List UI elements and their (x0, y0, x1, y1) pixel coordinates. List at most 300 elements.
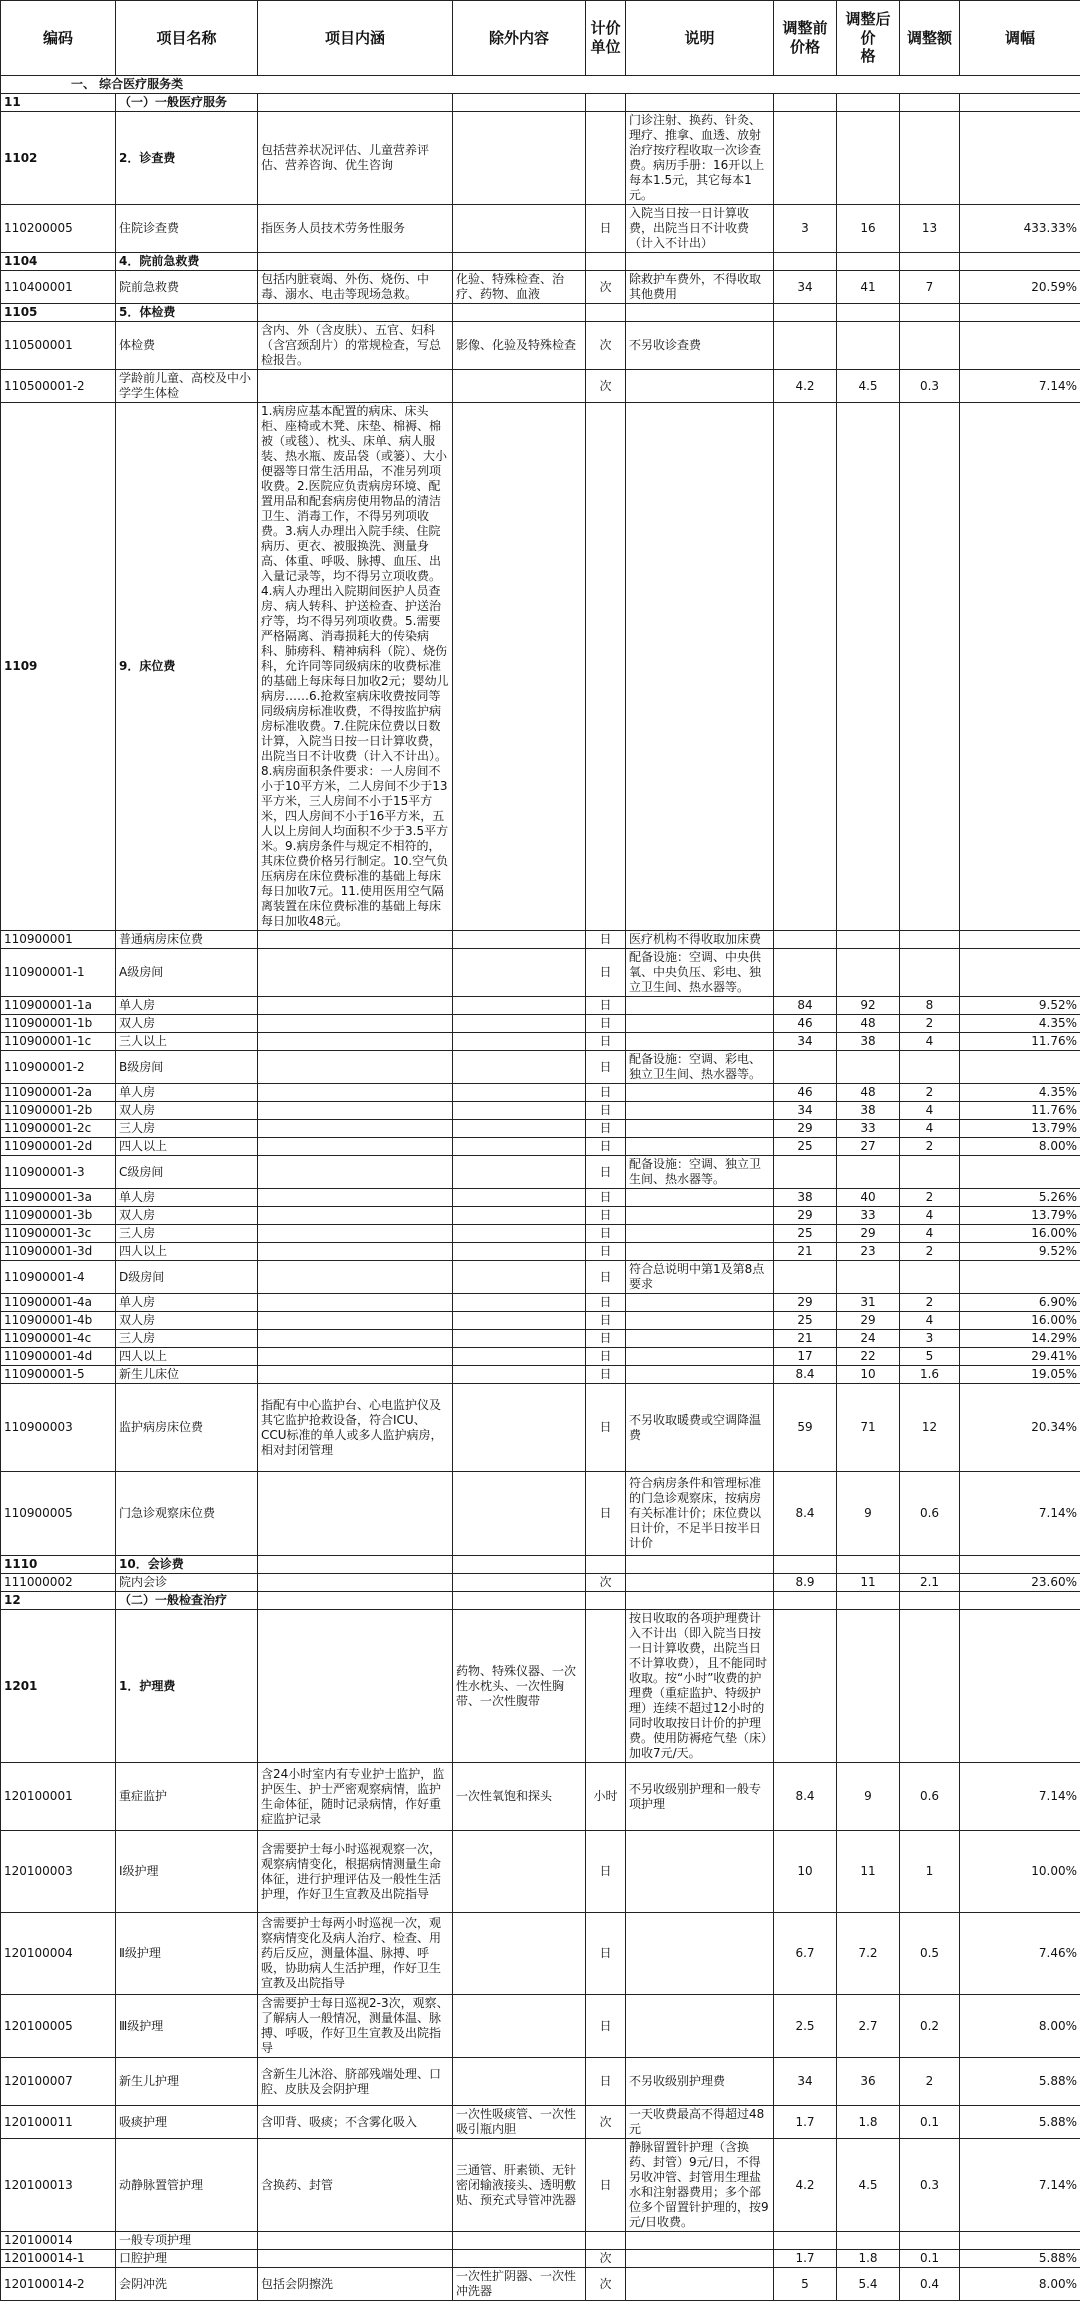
cell-diff: 12 (900, 1384, 960, 1472)
cell-after (837, 1556, 900, 1574)
cell-note (626, 1189, 774, 1207)
cell-note: 配备设施：空调、独立卫生间、热水器等。 (626, 1156, 774, 1189)
cell-excluded: 一次性扩阴器、一次性冲洗器 (453, 2268, 586, 2301)
cell-after: 48 (837, 1015, 900, 1033)
cell-after (837, 253, 900, 271)
cell-unit: 日 (586, 205, 626, 253)
cell-excluded (453, 1556, 586, 1574)
cell-excluded (453, 2232, 586, 2250)
cell-pct: 14.29% (960, 1330, 1080, 1348)
cell-content (258, 1472, 453, 1556)
cell-note (626, 1592, 774, 1610)
cell-excluded (453, 1472, 586, 1556)
cell-diff: 7 (900, 271, 960, 304)
cell-excluded (453, 1084, 586, 1102)
table-row (1, 370, 1080, 403)
cell-before: 59 (774, 1384, 837, 1472)
cell-pct: 7.14% (960, 1763, 1080, 1831)
cell-note (626, 1225, 774, 1243)
table-row (1, 1366, 1080, 1384)
cell-after (837, 322, 900, 370)
cell-note: 医疗机构不得收取加床费 (626, 931, 774, 949)
table-row (1, 1913, 1080, 1995)
cell-excluded: 一次性氧饱和探头 (453, 1763, 586, 1831)
cell-code: 1102 (1, 112, 116, 205)
cell-code: 110900001-4d (1, 1348, 116, 1366)
cell-code: 110900005 (1, 1472, 116, 1556)
cell-excluded: 影像、化验及特殊检查 (453, 322, 586, 370)
cell-after: 7.2 (837, 1913, 900, 1995)
cell-unit: 日 (586, 1330, 626, 1348)
cell-after: 16 (837, 205, 900, 253)
cell-excluded (453, 94, 586, 112)
cell-unit (586, 2232, 626, 2250)
cell-pct: 13.79% (960, 1120, 1080, 1138)
cell-code: 120100007 (1, 2058, 116, 2106)
section-title: 一、 综合医疗服务类 (1, 76, 1080, 94)
cell-diff (900, 403, 960, 931)
cell-excluded (453, 2250, 586, 2268)
cell-before (774, 1156, 837, 1189)
cell-excluded (453, 949, 586, 997)
cell-after (837, 304, 900, 322)
cell-content (258, 1051, 453, 1084)
cell-name: （一）一般医疗服务 (116, 94, 258, 112)
cell-after: 48 (837, 1084, 900, 1102)
table-row (1, 1592, 1080, 1610)
cell-pct (960, 2232, 1080, 2250)
cell-unit: 日 (586, 1120, 626, 1138)
cell-content: 含24小时室内有专业护士监护，监护医生、护士严密观察病情，监护生命体征，随时记录病情，作好重症监护记录 (258, 1763, 453, 1831)
cell-before (774, 94, 837, 112)
cell-content (258, 1120, 453, 1138)
cell-after: 24 (837, 1330, 900, 1348)
cell-name: （二）一般检查治疗 (116, 1592, 258, 1610)
cell-before: 25 (774, 1312, 837, 1330)
cell-before: 8.4 (774, 1763, 837, 1831)
cell-code: 110900001-2a (1, 1084, 116, 1102)
table-row (1, 271, 1080, 304)
cell-pct (960, 1592, 1080, 1610)
table-row (1, 1189, 1080, 1207)
cell-excluded (453, 1312, 586, 1330)
table-row (1, 1207, 1080, 1225)
table-row (1, 1120, 1080, 1138)
cell-before: 4.2 (774, 2139, 837, 2232)
cell-pct (960, 112, 1080, 205)
table-row (1, 1556, 1080, 1574)
cell-excluded (453, 1294, 586, 1312)
cell-pct: 29.41% (960, 1348, 1080, 1366)
cell-content (258, 1574, 453, 1592)
cell-unit: 日 (586, 1015, 626, 1033)
cell-excluded (453, 1384, 586, 1472)
table-row (1, 2139, 1080, 2232)
cell-unit (586, 112, 626, 205)
cell-pct: 16.00% (960, 1312, 1080, 1330)
cell-before: 8.9 (774, 1574, 837, 1592)
cell-after: 4.5 (837, 370, 900, 403)
cell-note (626, 1556, 774, 1574)
cell-content: 含需要护士每日巡视2-3次，观察、了解病人一般情况，测量体温、脉搏、呼吸，作好卫生宣教及出院指导 (258, 1995, 453, 2058)
cell-pct (960, 403, 1080, 931)
table-row (1, 2106, 1080, 2139)
cell-name: 四人以上 (116, 1348, 258, 1366)
cell-after: 1.8 (837, 2250, 900, 2268)
cell-diff: 0.2 (900, 1995, 960, 2058)
cell-code: 120100014-1 (1, 2250, 116, 2268)
cell-before: 6.7 (774, 1913, 837, 1995)
cell-excluded (453, 403, 586, 931)
cell-unit: 日 (586, 1033, 626, 1051)
cell-before: 10 (774, 1831, 837, 1913)
cell-name: 2．诊查费 (116, 112, 258, 205)
cell-content (258, 931, 453, 949)
cell-note (626, 1138, 774, 1156)
cell-after (837, 1610, 900, 1763)
table-row (1, 1243, 1080, 1261)
cell-excluded (453, 997, 586, 1015)
cell-diff (900, 304, 960, 322)
cell-name: 单人房 (116, 1189, 258, 1207)
cell-note (626, 997, 774, 1015)
cell-before (774, 949, 837, 997)
section-row (1, 76, 1080, 94)
cell-diff: 2 (900, 1189, 960, 1207)
cell-diff: 13 (900, 205, 960, 253)
cell-after: 29 (837, 1225, 900, 1243)
cell-code: 110900001-5 (1, 1366, 116, 1384)
table-row (1, 2058, 1080, 2106)
cell-after: 2.7 (837, 1995, 900, 2058)
cell-name: 四人以上 (116, 1138, 258, 1156)
cell-after: 11 (837, 1574, 900, 1592)
cell-code: 120100005 (1, 1995, 116, 2058)
cell-unit: 小时 (586, 1763, 626, 1831)
col-header-before: 调整前 价格 (774, 1, 837, 76)
cell-unit: 日 (586, 1156, 626, 1189)
cell-note (626, 403, 774, 931)
table-row (1, 1225, 1080, 1243)
table-row (1, 1330, 1080, 1348)
cell-after (837, 1261, 900, 1294)
cell-name: 重症监护 (116, 1763, 258, 1831)
cell-content (258, 94, 453, 112)
cell-content (258, 1033, 453, 1051)
cell-pct: 11.76% (960, 1102, 1080, 1120)
table-row (1, 1261, 1080, 1294)
cell-name: 学龄前儿童、高校及中小学学生体检 (116, 370, 258, 403)
cell-diff: 1 (900, 1831, 960, 1913)
cell-name: 监护病房床位费 (116, 1384, 258, 1472)
cell-before: 46 (774, 1015, 837, 1033)
cell-before (774, 112, 837, 205)
cell-diff: 0.4 (900, 2268, 960, 2301)
cell-content (258, 1366, 453, 1384)
cell-code: 110900001-2b (1, 1102, 116, 1120)
cell-before (774, 403, 837, 931)
cell-pct: 23.60% (960, 1574, 1080, 1592)
table-row (1, 1033, 1080, 1051)
cell-content: 含新生儿沐浴、脐部残端处理、口腔、皮肤及会阴护理 (258, 2058, 453, 2106)
cell-unit: 次 (586, 2250, 626, 2268)
cell-excluded (453, 1051, 586, 1084)
cell-pct (960, 931, 1080, 949)
cell-content: 含叩背、吸痰；不含雾化吸入 (258, 2106, 453, 2139)
cell-unit: 日 (586, 1472, 626, 1556)
cell-diff: 0.3 (900, 370, 960, 403)
cell-diff: 0.5 (900, 1913, 960, 1995)
cell-unit: 日 (586, 931, 626, 949)
cell-content: 包括内脏衰竭、外伤、烧伤、中毒、溺水、电击等现场急救。 (258, 271, 453, 304)
table-row (1, 1102, 1080, 1120)
cell-diff (900, 1051, 960, 1084)
cell-note: 按日收取的各项护理费计入不计出（即入院当日按一日计算收费，出院当日不计算收费），且不能同时收取。按“小时”收费的护理费（重症监护、特级护理）连续不超过12小时的同时收取按日计价的护理费。使用防褥疮气垫（床）加收7元/天。 (626, 1610, 774, 1763)
col-header-code: 编码 (1, 1, 116, 76)
cell-excluded (453, 1243, 586, 1261)
cell-name: 三人房 (116, 1330, 258, 1348)
cell-after: 31 (837, 1294, 900, 1312)
cell-after: 29 (837, 1312, 900, 1330)
cell-note (626, 1348, 774, 1366)
cell-note (626, 370, 774, 403)
cell-excluded (453, 1831, 586, 1913)
cell-code: 120100013 (1, 2139, 116, 2232)
cell-diff: 2 (900, 1084, 960, 1102)
cell-after: 27 (837, 1138, 900, 1156)
cell-name: 单人房 (116, 1084, 258, 1102)
cell-diff: 5 (900, 1348, 960, 1366)
cell-diff: 2 (900, 1138, 960, 1156)
cell-name: D级房间 (116, 1261, 258, 1294)
cell-pct (960, 304, 1080, 322)
cell-diff: 0.3 (900, 2139, 960, 2232)
cell-code: 110900001-3 (1, 1156, 116, 1189)
cell-excluded (453, 1102, 586, 1120)
cell-code: 110900001 (1, 931, 116, 949)
cell-code: 110900001-4b (1, 1312, 116, 1330)
cell-after: 38 (837, 1102, 900, 1120)
cell-before: 46 (774, 1084, 837, 1102)
cell-pct: 19.05% (960, 1366, 1080, 1384)
cell-unit: 次 (586, 2106, 626, 2139)
table-row (1, 2268, 1080, 2301)
cell-note: 静脉留置针护理（含换药、封管）9元/日，不得另收冲管、封管用生理盐水和注射器费用；多个部位多个留置针护理的，按9元/日收费。 (626, 2139, 774, 2232)
cell-unit: 日 (586, 1051, 626, 1084)
cell-pct: 7.14% (960, 1472, 1080, 1556)
cell-unit: 日 (586, 1225, 626, 1243)
cell-pct: 4.35% (960, 1015, 1080, 1033)
table-row (1, 1156, 1080, 1189)
cell-name: 口腔护理 (116, 2250, 258, 2268)
cell-content (258, 1015, 453, 1033)
cell-after (837, 403, 900, 931)
cell-name: 动静脉置管护理 (116, 2139, 258, 2232)
cell-note (626, 304, 774, 322)
cell-note (626, 2232, 774, 2250)
cell-unit (586, 1610, 626, 1763)
cell-unit: 日 (586, 949, 626, 997)
cell-content (258, 1294, 453, 1312)
cell-content (258, 370, 453, 403)
cell-pct: 5.88% (960, 2058, 1080, 2106)
cell-diff (900, 2232, 960, 2250)
cell-name: 新生儿护理 (116, 2058, 258, 2106)
cell-unit: 日 (586, 1831, 626, 1913)
cell-pct: 20.59% (960, 271, 1080, 304)
cell-note: 符合总说明中第1及第8点要求 (626, 1261, 774, 1294)
cell-before: 38 (774, 1189, 837, 1207)
cell-unit: 日 (586, 997, 626, 1015)
cell-unit (586, 1556, 626, 1574)
cell-after (837, 2232, 900, 2250)
cell-name: 4．院前急救费 (116, 253, 258, 271)
cell-content (258, 1189, 453, 1207)
cell-diff: 0.6 (900, 1472, 960, 1556)
cell-excluded (453, 1189, 586, 1207)
cell-note: 除救护车费外，不得收取其他费用 (626, 271, 774, 304)
cell-unit: 次 (586, 322, 626, 370)
cell-excluded (453, 1913, 586, 1995)
cell-code: 110200005 (1, 205, 116, 253)
cell-name: 双人房 (116, 1102, 258, 1120)
cell-pct: 5.26% (960, 1189, 1080, 1207)
cell-unit (586, 253, 626, 271)
cell-content (258, 1348, 453, 1366)
cell-after (837, 931, 900, 949)
cell-name: 双人房 (116, 1312, 258, 1330)
cell-excluded (453, 1366, 586, 1384)
cell-content (258, 304, 453, 322)
cell-pct (960, 322, 1080, 370)
cell-diff: 8 (900, 997, 960, 1015)
cell-name: 门急诊观察床位费 (116, 1472, 258, 1556)
cell-note: 配备设施：空调、中央供氧、中央负压、彩电、独立卫生间、热水器等。 (626, 949, 774, 997)
cell-note (626, 1366, 774, 1384)
cell-note (626, 1330, 774, 1348)
cell-before: 29 (774, 1207, 837, 1225)
cell-diff: 1.6 (900, 1366, 960, 1384)
cell-note (626, 1243, 774, 1261)
table-row (1, 1384, 1080, 1472)
cell-diff: 2 (900, 1294, 960, 1312)
cell-before: 8.4 (774, 1472, 837, 1556)
cell-code: 120100011 (1, 2106, 116, 2139)
cell-pct: 8.00% (960, 2268, 1080, 2301)
col-header-after: 调整后价 格 (837, 1, 900, 76)
cell-unit (586, 94, 626, 112)
cell-before: 17 (774, 1348, 837, 1366)
cell-diff (900, 1261, 960, 1294)
cell-after: 4.5 (837, 2139, 900, 2232)
cell-pct (960, 1261, 1080, 1294)
cell-before (774, 253, 837, 271)
cell-note (626, 1294, 774, 1312)
cell-after (837, 1156, 900, 1189)
cell-content: 含需要护士每小时巡视观察一次，观察病情变化，根据病情测量生命体征，进行护理评估及一般性生活护理，作好卫生宣教及出院指导 (258, 1831, 453, 1913)
cell-name: 1．护理费 (116, 1610, 258, 1763)
cell-code: 1109 (1, 403, 116, 931)
cell-note (626, 1995, 774, 2058)
cell-after: 9 (837, 1763, 900, 1831)
cell-excluded: 药物、特殊仪器、一次性水枕头、一次性胸带、一次性腹带 (453, 1610, 586, 1763)
cell-unit: 日 (586, 1261, 626, 1294)
table-row (1, 931, 1080, 949)
cell-content: 含内、外（含皮肤）、五官、妇科（含宫颈刮片）的常规检查，写总检报告。 (258, 322, 453, 370)
table-row (1, 1084, 1080, 1102)
cell-excluded (453, 1156, 586, 1189)
table-row (1, 1995, 1080, 2058)
cell-name: 住院诊查费 (116, 205, 258, 253)
cell-diff: 0.6 (900, 1763, 960, 1831)
cell-name: A级房间 (116, 949, 258, 997)
cell-unit: 日 (586, 1189, 626, 1207)
cell-code: 120100004 (1, 1913, 116, 1995)
cell-content (258, 253, 453, 271)
cell-excluded (453, 112, 586, 205)
cell-name: 吸痰护理 (116, 2106, 258, 2139)
cell-note (626, 1015, 774, 1033)
cell-note (626, 1102, 774, 1120)
table-row (1, 1312, 1080, 1330)
col-header-name: 项目名称 (116, 1, 258, 76)
cell-code: 120100014-2 (1, 2268, 116, 2301)
cell-content (258, 1207, 453, 1225)
cell-diff: 4 (900, 1033, 960, 1051)
cell-name: 院内会诊 (116, 1574, 258, 1592)
cell-code: 1110 (1, 1556, 116, 1574)
cell-code: 110900001-2 (1, 1051, 116, 1084)
col-header-pct: 调幅 (960, 1, 1080, 76)
cell-content: 1.病房应基本配置的病床、床头柜、座椅或木凳、床垫、棉褥、棉被（或毯）、枕头、床单、病人服装、热水瓶、废品袋（或篓）、大小便器等日常生活用品，不准另列项收费。2.医院应负责病房环境、配置用品和配套病房使用物品的清洁卫生、消毒工作，不得另列项收费。3.病人办理出入院手续、住院病历、更衣、被服换洗、测量身高、体重、呼吸、脉搏、血压、出入量记录等，均不得另立项收费。4.病人办理出入院期间医护人员查房、病人转科、护送检查、护送治疗等，均不得另列项收费。5.需要严格隔离、消毒损耗大的传染病科、肺痨科、精神病科（院）、烧伤科，允许同等同级病床的收费标准的基础上每床每日加收2元；婴幼儿病房……6.抢救室病床收费按同等同级病房标准收费，不得按监护病房标准收费。7.住院床位费以日数计算，入院当日按一日计算收费，出院当日不计收费（计入不计出）。8.病房面积条件要求：一人房间不小于10平方米，二人房间不少于13平方米，三人房间不小于15平方米，四人房间不小于16平方米，五人以上房间人均面积不少于3.5平方米。9.病房条件与规定不相符的，其床位费价格另行制定。10.空气负压病房在床位费标准的基础上每床每日加收7元。11.使用医用空气隔离装置在床位费标准的基础上每床每日加收48元。 (258, 403, 453, 931)
cell-name: Ⅰ级护理 (116, 1831, 258, 1913)
cell-name: 单人房 (116, 1294, 258, 1312)
cell-pct: 20.34% (960, 1384, 1080, 1472)
cell-pct: 7.14% (960, 370, 1080, 403)
cell-unit: 日 (586, 1384, 626, 1472)
cell-diff: 4 (900, 1120, 960, 1138)
table-row (1, 2232, 1080, 2250)
cell-code: 110900001-3d (1, 1243, 116, 1261)
cell-after: 92 (837, 997, 900, 1015)
cell-excluded (453, 1330, 586, 1348)
cell-before (774, 304, 837, 322)
cell-name: 会阴冲洗 (116, 2268, 258, 2301)
cell-pct: 11.76% (960, 1033, 1080, 1051)
cell-code: 110900001-4c (1, 1330, 116, 1348)
cell-diff: 2.1 (900, 1574, 960, 1592)
col-header-diff: 调整额 (900, 1, 960, 76)
cell-unit: 日 (586, 1312, 626, 1330)
cell-diff (900, 1556, 960, 1574)
cell-pct: 4.35% (960, 1084, 1080, 1102)
cell-diff (900, 1610, 960, 1763)
cell-diff (900, 1156, 960, 1189)
table-row (1, 94, 1080, 112)
cell-note (626, 253, 774, 271)
cell-after: 5.4 (837, 2268, 900, 2301)
cell-content (258, 1261, 453, 1294)
cell-code: 110900001-2c (1, 1120, 116, 1138)
cell-after: 9 (837, 1472, 900, 1556)
cell-after: 36 (837, 2058, 900, 2106)
cell-excluded (453, 1574, 586, 1592)
cell-content (258, 997, 453, 1015)
cell-pct (960, 94, 1080, 112)
cell-code: 111000002 (1, 1574, 116, 1592)
cell-excluded (453, 1225, 586, 1243)
cell-pct: 5.88% (960, 2106, 1080, 2139)
